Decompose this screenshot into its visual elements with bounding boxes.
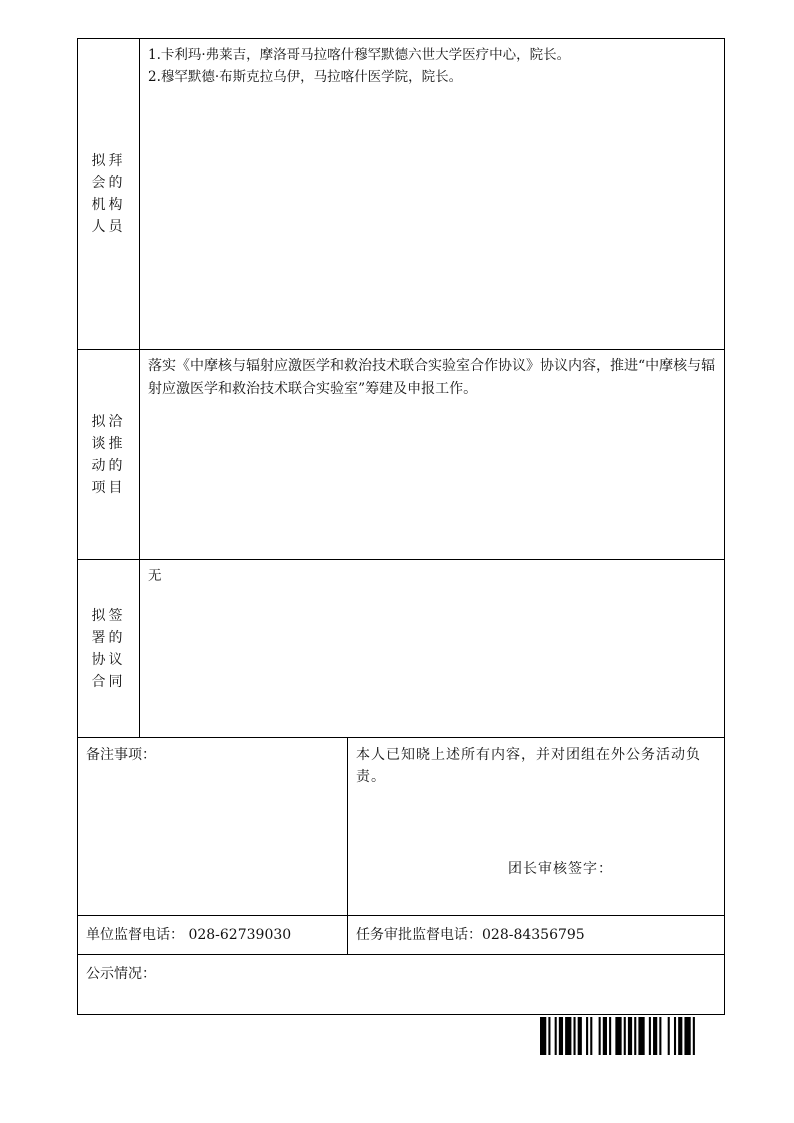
- barcode-bar: [674, 1017, 676, 1055]
- publicity-label: 公示情况：: [86, 966, 156, 982]
- unit-phone-cell: [78, 916, 348, 954]
- unit-phone: 单位监督电话： 028-62739030: [86, 927, 292, 943]
- declaration-text: 本人已知晓上述所有内容，并对团组在外公务活动负责。: [356, 747, 701, 785]
- application-form: [77, 38, 725, 1015]
- barcode-bar: [540, 1017, 546, 1055]
- visit-line-2: 2.穆罕默德·布斯克拉乌伊，马拉喀什医学院，院长。: [148, 69, 463, 85]
- projects-row: [78, 350, 724, 560]
- barcode-bar: [565, 1017, 571, 1055]
- projects-label-cell: [78, 350, 140, 559]
- publicity-row: [78, 955, 724, 1014]
- barcode-bar: [659, 1017, 661, 1055]
- task-phone: 任务审批监督电话：028-84356795: [356, 927, 585, 943]
- barcode-bar: [555, 1017, 557, 1055]
- visit-line-1: 1.卡利玛·弗莱吉，摩洛哥马拉喀什穆罕默德六世大学医疗中心，院长。: [148, 47, 571, 63]
- barcode-bar: [628, 1017, 632, 1055]
- barcode-bar: [609, 1017, 611, 1055]
- barcode-bar: [649, 1017, 651, 1055]
- barcode-bar: [653, 1017, 657, 1055]
- agreements-label-cell: [78, 560, 140, 737]
- barcode-bar: [624, 1017, 626, 1055]
- visit-label-cell: [78, 39, 140, 349]
- barcode: [540, 1017, 697, 1055]
- barcode-bar: [599, 1017, 601, 1055]
- phones-row: [78, 916, 724, 955]
- barcode-bar: [634, 1017, 636, 1055]
- visit-content: [140, 39, 724, 349]
- agreements-label: 拟签署的协议合同: [91, 607, 126, 690]
- task-phone-cell: [348, 916, 724, 954]
- projects-text: 落实《中摩核与辐射应激医学和救治技术联合实验室合作协议》协议内容，推进“中摩核与辐射应激医学和救治技术联合实验室”筹建及申报工作。: [148, 358, 716, 397]
- barcode-bar: [559, 1017, 563, 1055]
- remarks-row: [78, 738, 724, 916]
- agreements-content: [140, 560, 724, 737]
- barcode-bar: [590, 1017, 592, 1055]
- barcode-bar: [586, 1017, 588, 1055]
- barcode-bar: [615, 1017, 621, 1055]
- agreements-text: 无: [148, 568, 162, 584]
- visit-row: [78, 39, 724, 350]
- projects-label: 拟洽谈推动的项目: [91, 413, 126, 496]
- remarks-label: 备注事项：: [86, 747, 156, 763]
- barcode-bar: [678, 1017, 682, 1055]
- barcode-bar: [548, 1017, 550, 1055]
- barcode-bar: [638, 1017, 644, 1055]
- barcode-bar: [693, 1017, 695, 1055]
- signature-label: 团长审核签字：: [508, 861, 613, 877]
- declaration-cell: [348, 738, 724, 915]
- agreements-row: [78, 560, 724, 738]
- visit-label: 拟拜会的机构人员: [91, 153, 126, 235]
- projects-content: [140, 350, 724, 559]
- barcode-bar: [603, 1017, 607, 1055]
- barcode-bar: [684, 1017, 690, 1055]
- barcode-bar: [573, 1017, 575, 1055]
- barcode-bar: [578, 1017, 582, 1055]
- barcode-bar: [668, 1017, 670, 1055]
- remarks-cell: [78, 738, 348, 915]
